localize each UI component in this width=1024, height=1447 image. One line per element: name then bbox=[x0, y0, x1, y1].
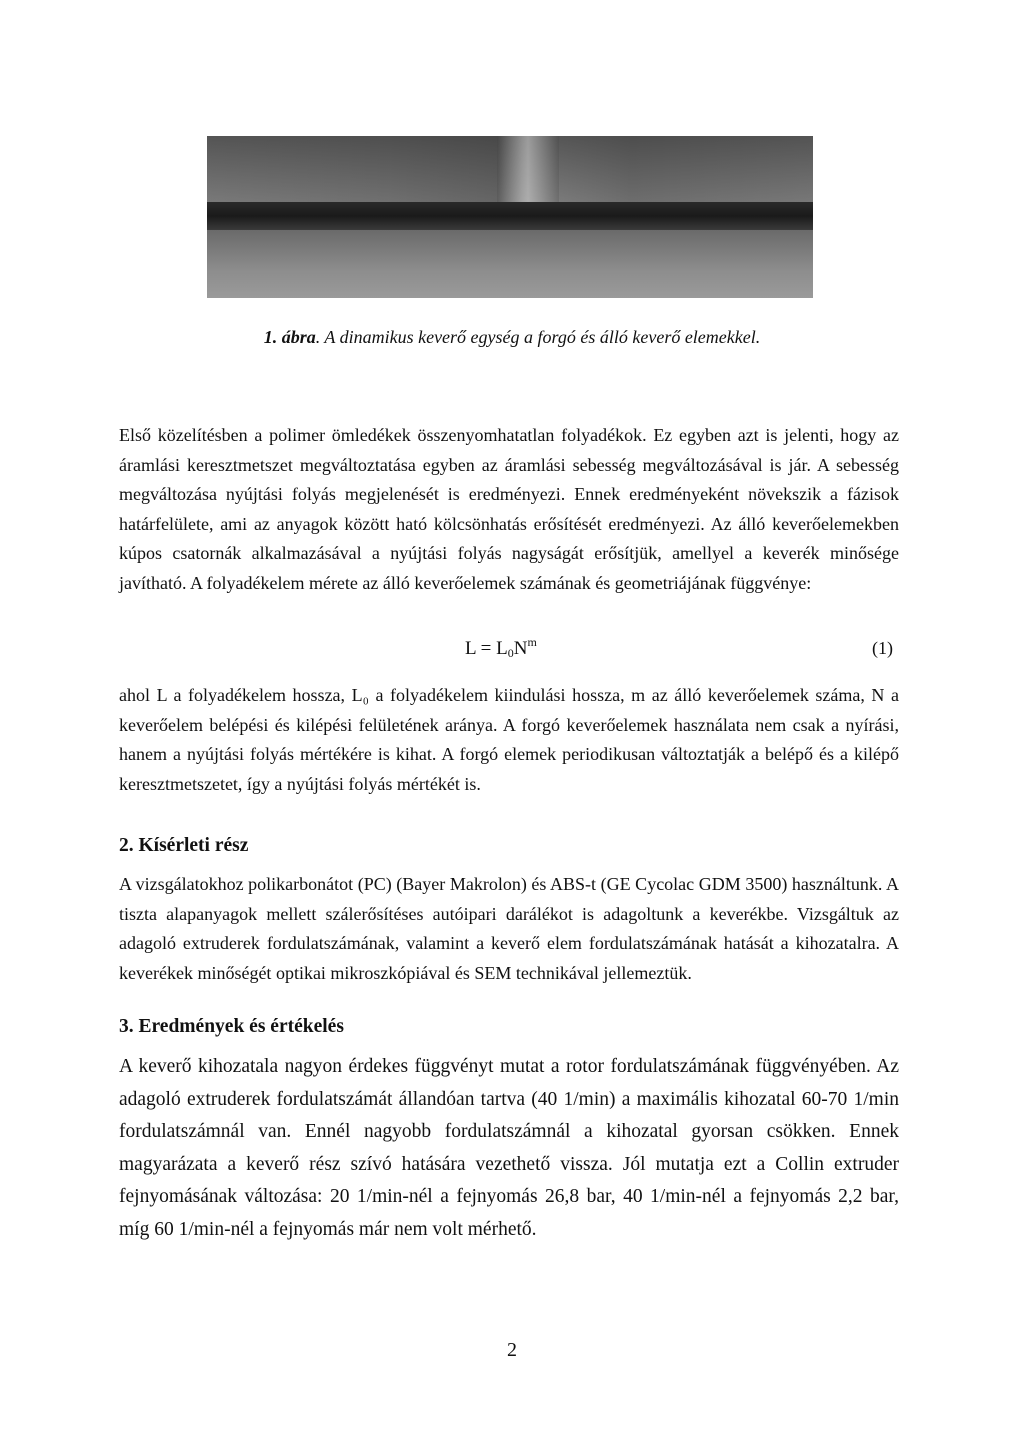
after-equation-paragraph: ahol L a folyadékelem hossza, L₀ a folyadékelem kiindulási hossza, m az álló keverőelemek száma, N a keverőelem belépési és kilépési felületének aránya. A forgó keverőelemek használata nem csak a nyírási, hanem a nyújtási folyás mértékére is kihat. A forgó elemek periodikusan változtatják a belépő és a kilépő keresztmetszetet, így a nyújtási folyás mértékét is. bbox=[119, 685, 899, 794]
section-2-heading: 2. Kísérleti rész bbox=[119, 835, 249, 856]
figure-caption bbox=[0, 327, 1024, 348]
photo-mixer-elements bbox=[207, 202, 813, 230]
equation-superscript: m bbox=[527, 635, 537, 649]
page-number: 2 bbox=[507, 1339, 517, 1361]
equation bbox=[465, 635, 537, 661]
section-2-text: A vizsgálatokhoz polikarbonátot (PC) (Bayer Makrolon) és ABS-t (GE Cycolac GDM 3500) használtunk. A tiszta alapanyagok mellett szálerősítéses autóipari darálékot is adagoltunk a keverékbe. Vizsgáltuk az adagoló extruderek fordulatszámának, valamint a keverő elem fordulatszámának hatását a kihozatalra. A keverékek minőségét optikai mikroszkópiával és SEM technikával jellemeztük. bbox=[119, 874, 899, 983]
equation-subscript: 0 bbox=[507, 646, 514, 660]
figure-label: 1. ábra bbox=[263, 327, 316, 347]
figure-photo bbox=[207, 136, 813, 298]
equation-lhs: L = L bbox=[465, 638, 508, 659]
equation-base: N bbox=[513, 638, 528, 659]
photo-mixer-shaft bbox=[497, 136, 559, 206]
intro-paragraph: Első közelítésben a polimer ömledékek összenyomhatatlan folyadékok. Ez egyben azt is jelenti, hogy az áramlási keresztmetszet megváltoztatása egyben az áramlási sebesség megváltozásával is jár. A sebesség megváltozása nyújtási folyás megjelenését is eredményezi. Ennek eredményeként növekszik a fázisok határfelülete, ami az anyagok között ható kölcsönhatás erősítését eredményezi. Az álló keverőelemekben kúpos csatornák alkalmazásával a nyújtási folyás nagyságát erősítjük, amellyel a keverék minősége javítható. A folyadékelem mérete az álló keverőelemek számának és geometriájának függvénye: bbox=[119, 425, 899, 593]
section-3-text: A keverő kihozatala nagyon érdekes függvényt mutat a rotor fordulatszámának függvényében. Az adagoló extruderek fordulatszámát állandóan tartva (40 1/min) a maximális kihozatal 60-70 1/min fordulatszámnál van. Ennél nagyobb fordulatszámnál a kihozatal gyorsan csökken. Ennek magyarázata a keverő rész szívó hatására vezethető vissza. Jól mutatja ezt a Collin extruder fejnyomásának változása: 20 1/min-nél a fejnyomás 26,8 bar, 40 1/min-nél a fejnyomás 2,2 bar, míg 60 1/min-nél a fejnyomás már nem volt mérhető. bbox=[119, 1056, 899, 1240]
photo-base bbox=[207, 230, 813, 298]
section-3-heading: 3. Eredmények és értékelés bbox=[119, 1016, 344, 1037]
figure-caption-text: A dinamikus keverő egység a forgó és álló keverő elemekkel. bbox=[324, 327, 761, 347]
equation-number: (1) bbox=[872, 638, 893, 658]
caption-separator: . bbox=[315, 327, 325, 347]
